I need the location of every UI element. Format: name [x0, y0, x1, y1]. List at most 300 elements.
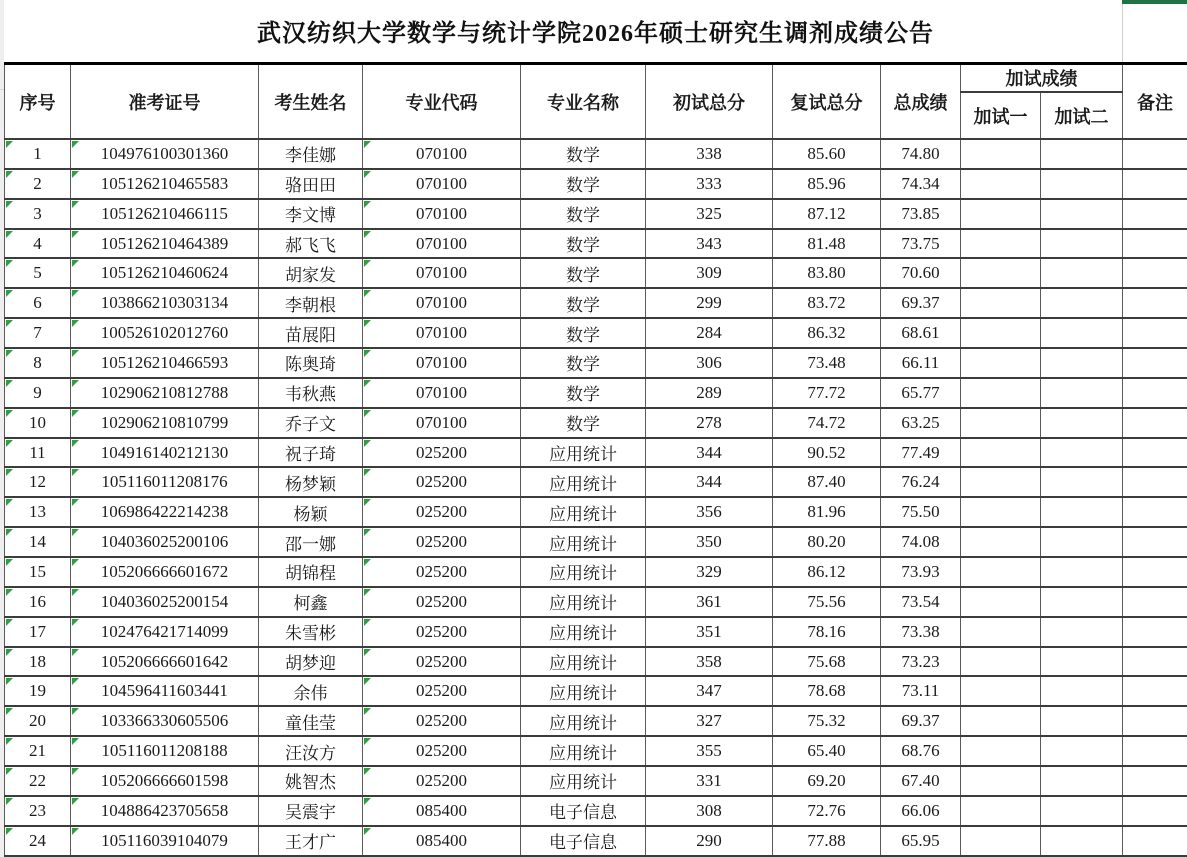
cell-major-name[interactable]: 数学	[521, 229, 646, 259]
cell-name[interactable]: 杨颖	[259, 497, 363, 527]
cell-extra2[interactable]	[1041, 617, 1123, 647]
cell-overall[interactable]: 70.60	[881, 258, 961, 288]
cell-serial[interactable]: 8	[5, 348, 71, 378]
cell-initial-total[interactable]: 338	[646, 139, 773, 169]
cell-name[interactable]: 韦秋燕	[259, 378, 363, 408]
cell-serial[interactable]: 15	[5, 557, 71, 587]
cell-serial[interactable]: 13	[5, 497, 71, 527]
cell-overall[interactable]: 69.37	[881, 288, 961, 318]
cell-initial-total[interactable]: 351	[646, 617, 773, 647]
cell-serial[interactable]: 18	[5, 647, 71, 677]
cell-ticket[interactable]: 100526102012760	[71, 318, 259, 348]
cell-ticket[interactable]: 105126210466593	[71, 348, 259, 378]
cell-serial[interactable]: 2	[5, 169, 71, 199]
cell-ticket[interactable]: 105206666601642	[71, 647, 259, 677]
header-overall[interactable]: 总成绩	[881, 64, 961, 140]
table-row	[5, 438, 1187, 468]
cell-extra1[interactable]	[961, 199, 1041, 229]
cell-initial-total[interactable]: 289	[646, 378, 773, 408]
cell-extra1[interactable]	[961, 796, 1041, 826]
cell-extra2[interactable]	[1041, 736, 1123, 766]
table-row	[5, 139, 1187, 169]
cell-major-name[interactable]: 应用统计	[521, 617, 646, 647]
cell-extra2[interactable]	[1041, 826, 1123, 856]
cell-major-code[interactable]: 025200	[363, 527, 521, 557]
cell-major-name[interactable]: 应用统计	[521, 676, 646, 706]
cell-initial-total[interactable]: 358	[646, 647, 773, 677]
cell-remark[interactable]	[1123, 706, 1187, 736]
table-row	[5, 497, 1187, 527]
cell-extra2[interactable]	[1041, 796, 1123, 826]
cell-extra1[interactable]	[961, 736, 1041, 766]
cell-overall[interactable]: 73.11	[881, 676, 961, 706]
cell-initial-total[interactable]: 350	[646, 527, 773, 557]
cell-overall[interactable]: 68.76	[881, 736, 961, 766]
cell-major-name[interactable]: 数学	[521, 199, 646, 229]
cell-name[interactable]: 柯鑫	[259, 587, 363, 617]
cell-extra1[interactable]	[961, 647, 1041, 677]
cell-extra1[interactable]	[961, 766, 1041, 796]
cell-retest-total[interactable]: 75.56	[773, 587, 881, 617]
cell-initial-total[interactable]: 309	[646, 258, 773, 288]
cell-extra2[interactable]	[1041, 199, 1123, 229]
table-row	[5, 229, 1187, 259]
cell-major-code[interactable]: 025200	[363, 557, 521, 587]
cell-retest-total[interactable]: 77.88	[773, 826, 881, 856]
table-header	[5, 64, 1187, 140]
cell-remark[interactable]	[1123, 587, 1187, 617]
cell-extra2[interactable]	[1041, 169, 1123, 199]
table-row	[5, 467, 1187, 497]
cell-name[interactable]: 胡家发	[259, 258, 363, 288]
cell-major-name[interactable]: 应用统计	[521, 647, 646, 677]
cell-major-code[interactable]: 085400	[363, 796, 521, 826]
table-row	[5, 826, 1187, 856]
cell-initial-total[interactable]: 343	[646, 229, 773, 259]
cell-ticket[interactable]: 105116011208188	[71, 736, 259, 766]
cell-major-code[interactable]: 070100	[363, 229, 521, 259]
cell-serial[interactable]: 19	[5, 676, 71, 706]
cell-major-name[interactable]: 应用统计	[521, 467, 646, 497]
cell-ticket[interactable]: 105116011208176	[71, 467, 259, 497]
cell-major-code[interactable]: 070100	[363, 258, 521, 288]
cell-initial-total[interactable]: 290	[646, 826, 773, 856]
cell-extra2[interactable]	[1041, 408, 1123, 438]
cell-remark[interactable]	[1123, 378, 1187, 408]
cell-overall[interactable]: 77.49	[881, 438, 961, 468]
cell-major-code[interactable]: 025200	[363, 736, 521, 766]
cell-retest-total[interactable]: 77.72	[773, 378, 881, 408]
cell-initial-total[interactable]: 308	[646, 796, 773, 826]
table-row	[5, 557, 1187, 587]
cell-ticket[interactable]: 104036025200106	[71, 527, 259, 557]
cell-name[interactable]: 邵一娜	[259, 527, 363, 557]
cell-retest-total[interactable]: 90.52	[773, 438, 881, 468]
cell-remark[interactable]	[1123, 676, 1187, 706]
cell-ticket[interactable]: 103366330605506	[71, 706, 259, 736]
cell-overall[interactable]: 73.38	[881, 617, 961, 647]
cell-initial-total[interactable]: 299	[646, 288, 773, 318]
cell-overall[interactable]: 65.77	[881, 378, 961, 408]
cell-overall[interactable]: 73.54	[881, 587, 961, 617]
cell-retest-total[interactable]: 69.20	[773, 766, 881, 796]
score-table	[4, 62, 1187, 857]
cell-name[interactable]: 童佳莹	[259, 706, 363, 736]
cell-name[interactable]: 王才广	[259, 826, 363, 856]
cell-retest-total[interactable]: 72.76	[773, 796, 881, 826]
cell-name[interactable]: 李佳娜	[259, 139, 363, 169]
table-row	[5, 318, 1187, 348]
cell-major-code[interactable]: 070100	[363, 318, 521, 348]
cell-overall[interactable]: 76.24	[881, 467, 961, 497]
cell-initial-total[interactable]: 327	[646, 706, 773, 736]
cell-extra2[interactable]	[1041, 139, 1123, 169]
cell-major-name[interactable]: 数学	[521, 348, 646, 378]
cell-initial-total[interactable]: 284	[646, 318, 773, 348]
cell-serial[interactable]: 7	[5, 318, 71, 348]
cell-retest-total[interactable]: 86.12	[773, 557, 881, 587]
cell-retest-total[interactable]: 78.68	[773, 676, 881, 706]
cell-remark[interactable]	[1123, 766, 1187, 796]
cell-initial-total[interactable]: 344	[646, 467, 773, 497]
cell-major-code[interactable]: 070100	[363, 378, 521, 408]
cell-major-code[interactable]: 025200	[363, 647, 521, 677]
cell-name[interactable]: 乔子文	[259, 408, 363, 438]
cell-retest-total[interactable]: 65.40	[773, 736, 881, 766]
header-ticket[interactable]: 准考证号	[71, 64, 259, 140]
cell-major-name[interactable]: 数学	[521, 378, 646, 408]
table-row	[5, 617, 1187, 647]
cell-extra1[interactable]	[961, 617, 1041, 647]
cell-major-code[interactable]: 085400	[363, 826, 521, 856]
cell-major-name[interactable]: 数学	[521, 318, 646, 348]
cell-serial[interactable]: 11	[5, 438, 71, 468]
cell-overall[interactable]: 68.61	[881, 318, 961, 348]
cell-serial[interactable]: 14	[5, 527, 71, 557]
cell-extra1[interactable]	[961, 258, 1041, 288]
cell-retest-total[interactable]: 87.40	[773, 467, 881, 497]
cell-overall[interactable]: 73.85	[881, 199, 961, 229]
cell-overall[interactable]: 67.40	[881, 766, 961, 796]
cell-ticket[interactable]: 105126210464389	[71, 229, 259, 259]
cell-extra1[interactable]	[961, 826, 1041, 856]
cell-overall[interactable]: 73.75	[881, 229, 961, 259]
cell-extra1[interactable]	[961, 169, 1041, 199]
cell-ticket[interactable]: 106986422214238	[71, 497, 259, 527]
cell-name[interactable]: 李文博	[259, 199, 363, 229]
cell-initial-total[interactable]: 347	[646, 676, 773, 706]
header-serial[interactable]: 序号	[5, 64, 71, 140]
cell-ticket[interactable]: 105206666601672	[71, 557, 259, 587]
cell-extra1[interactable]	[961, 408, 1041, 438]
cell-name[interactable]: 苗展阳	[259, 318, 363, 348]
cell-remark[interactable]	[1123, 826, 1187, 856]
cell-serial[interactable]: 10	[5, 408, 71, 438]
cell-name[interactable]: 郝飞飞	[259, 229, 363, 259]
sheet-gridline	[1122, 0, 1123, 62]
cell-major-name[interactable]: 应用统计	[521, 766, 646, 796]
cell-initial-total[interactable]: 329	[646, 557, 773, 587]
cell-extra1[interactable]	[961, 438, 1041, 468]
header-retest-total[interactable]: 复试总分	[773, 64, 881, 140]
cell-remark[interactable]	[1123, 318, 1187, 348]
cell-initial-total[interactable]: 333	[646, 169, 773, 199]
selection-edge-bar	[1122, 0, 1187, 4]
cell-remark[interactable]	[1123, 199, 1187, 229]
header-major-name[interactable]: 专业名称	[521, 64, 646, 140]
cell-major-name[interactable]: 数学	[521, 139, 646, 169]
cell-major-code[interactable]: 025200	[363, 497, 521, 527]
cell-extra2[interactable]	[1041, 647, 1123, 677]
cell-major-code[interactable]: 070100	[363, 139, 521, 169]
cell-overall[interactable]: 74.34	[881, 169, 961, 199]
table-row	[5, 706, 1187, 736]
cell-extra2[interactable]	[1041, 378, 1123, 408]
cell-ticket[interactable]: 104976100301360	[71, 139, 259, 169]
cell-serial[interactable]: 20	[5, 706, 71, 736]
cell-remark[interactable]	[1123, 348, 1187, 378]
cell-name[interactable]: 吴震宇	[259, 796, 363, 826]
cell-ticket[interactable]: 105126210466115	[71, 199, 259, 229]
cell-overall[interactable]: 69.37	[881, 706, 961, 736]
cell-major-code[interactable]: 025200	[363, 617, 521, 647]
cell-major-code[interactable]: 025200	[363, 467, 521, 497]
cell-retest-total[interactable]: 74.72	[773, 408, 881, 438]
header-initial-total[interactable]: 初试总分	[646, 64, 773, 140]
header-remark[interactable]: 备注	[1123, 64, 1187, 140]
cell-remark[interactable]	[1123, 258, 1187, 288]
cell-extra2[interactable]	[1041, 258, 1123, 288]
cell-ticket[interactable]: 105116039104079	[71, 826, 259, 856]
cell-major-name[interactable]: 应用统计	[521, 557, 646, 587]
cell-major-code[interactable]: 025200	[363, 766, 521, 796]
cell-extra1[interactable]	[961, 497, 1041, 527]
cell-retest-total[interactable]: 75.68	[773, 647, 881, 677]
cell-ticket[interactable]: 105126210460624	[71, 258, 259, 288]
cell-retest-total[interactable]: 83.80	[773, 258, 881, 288]
cell-name[interactable]: 汪汝方	[259, 736, 363, 766]
cell-remark[interactable]	[1123, 647, 1187, 677]
cell-initial-total[interactable]: 356	[646, 497, 773, 527]
cell-major-name[interactable]: 应用统计	[521, 587, 646, 617]
cell-initial-total[interactable]: 361	[646, 587, 773, 617]
cell-extra1[interactable]	[961, 587, 1041, 617]
cell-initial-total[interactable]: 306	[646, 348, 773, 378]
cell-retest-total[interactable]: 87.12	[773, 199, 881, 229]
cell-major-name[interactable]: 应用统计	[521, 706, 646, 736]
cell-extra1[interactable]	[961, 229, 1041, 259]
cell-retest-total[interactable]: 78.16	[773, 617, 881, 647]
cell-ticket[interactable]: 104916140212130	[71, 438, 259, 468]
cell-major-code[interactable]: 070100	[363, 199, 521, 229]
cell-ticket[interactable]: 105126210465583	[71, 169, 259, 199]
header-extra1[interactable]: 加试一	[961, 92, 1041, 139]
cell-extra1[interactable]	[961, 557, 1041, 587]
cell-retest-total[interactable]: 81.96	[773, 497, 881, 527]
cell-serial[interactable]: 9	[5, 378, 71, 408]
cell-major-code[interactable]: 025200	[363, 706, 521, 736]
cell-major-name[interactable]: 电子信息	[521, 796, 646, 826]
cell-major-name[interactable]: 数学	[521, 258, 646, 288]
cell-ticket[interactable]: 104036025200154	[71, 587, 259, 617]
header-extra2[interactable]: 加试二	[1041, 92, 1123, 139]
cell-extra1[interactable]	[961, 676, 1041, 706]
cell-overall[interactable]: 66.06	[881, 796, 961, 826]
cell-remark[interactable]	[1123, 736, 1187, 766]
cell-initial-total[interactable]: 355	[646, 736, 773, 766]
cell-ticket[interactable]: 104886423705658	[71, 796, 259, 826]
cell-retest-total[interactable]: 85.96	[773, 169, 881, 199]
cell-extra2[interactable]	[1041, 348, 1123, 378]
cell-retest-total[interactable]: 80.20	[773, 527, 881, 557]
cell-major-code[interactable]: 025200	[363, 587, 521, 617]
cell-overall[interactable]: 74.08	[881, 527, 961, 557]
cell-remark[interactable]	[1123, 557, 1187, 587]
cell-overall[interactable]: 63.25	[881, 408, 961, 438]
table-row	[5, 169, 1187, 199]
cell-ticket[interactable]: 102906210810799	[71, 408, 259, 438]
cell-extra2[interactable]	[1041, 318, 1123, 348]
cell-remark[interactable]	[1123, 617, 1187, 647]
cell-major-name[interactable]: 应用统计	[521, 736, 646, 766]
cell-major-code[interactable]: 070100	[363, 288, 521, 318]
cell-retest-total[interactable]: 75.32	[773, 706, 881, 736]
cell-serial[interactable]: 22	[5, 766, 71, 796]
cell-overall[interactable]: 75.50	[881, 497, 961, 527]
cell-retest-total[interactable]: 73.48	[773, 348, 881, 378]
cell-remark[interactable]	[1123, 229, 1187, 259]
cell-name[interactable]: 姚智杰	[259, 766, 363, 796]
cell-ticket[interactable]: 105206666601598	[71, 766, 259, 796]
cell-serial[interactable]: 6	[5, 288, 71, 318]
table-row	[5, 796, 1187, 826]
page-title: 武汉纺织大学数学与统计学院2026年硕士研究生调剂成绩公告	[257, 20, 934, 47]
cell-extra2[interactable]	[1041, 766, 1123, 796]
cell-name[interactable]: 李朝根	[259, 288, 363, 318]
cell-overall[interactable]: 74.80	[881, 139, 961, 169]
header-extra-group[interactable]: 加试成绩	[961, 64, 1123, 93]
cell-extra1[interactable]	[961, 378, 1041, 408]
cell-overall[interactable]: 65.95	[881, 826, 961, 856]
cell-serial[interactable]: 1	[5, 139, 71, 169]
cell-retest-total[interactable]: 85.60	[773, 139, 881, 169]
cell-major-name[interactable]: 应用统计	[521, 438, 646, 468]
header-major-code[interactable]: 专业代码	[363, 64, 521, 140]
cell-remark[interactable]	[1123, 527, 1187, 557]
cell-remark[interactable]	[1123, 438, 1187, 468]
cell-serial[interactable]: 4	[5, 229, 71, 259]
cell-name[interactable]: 杨梦颖	[259, 467, 363, 497]
cell-serial[interactable]: 12	[5, 467, 71, 497]
cell-name[interactable]: 骆田田	[259, 169, 363, 199]
cell-major-name[interactable]: 电子信息	[521, 826, 646, 856]
cell-overall[interactable]: 73.23	[881, 647, 961, 677]
cell-major-code[interactable]: 070100	[363, 169, 521, 199]
cell-major-name[interactable]: 数学	[521, 408, 646, 438]
table-row	[5, 199, 1187, 229]
cell-extra2[interactable]	[1041, 557, 1123, 587]
cell-initial-total[interactable]: 278	[646, 408, 773, 438]
cell-name[interactable]: 陈奥琦	[259, 348, 363, 378]
cell-ticket[interactable]: 103866210303134	[71, 288, 259, 318]
cell-extra2[interactable]	[1041, 527, 1123, 557]
cell-serial[interactable]: 21	[5, 736, 71, 766]
cell-remark[interactable]	[1123, 408, 1187, 438]
cell-remark[interactable]	[1123, 139, 1187, 169]
cell-extra2[interactable]	[1041, 229, 1123, 259]
cell-extra1[interactable]	[961, 348, 1041, 378]
cell-extra2[interactable]	[1041, 497, 1123, 527]
cell-extra2[interactable]	[1041, 288, 1123, 318]
cell-name[interactable]: 余伟	[259, 676, 363, 706]
cell-extra1[interactable]	[961, 706, 1041, 736]
cell-serial[interactable]: 3	[5, 199, 71, 229]
cell-major-name[interactable]: 数学	[521, 169, 646, 199]
cell-name[interactable]: 祝子琦	[259, 438, 363, 468]
cell-major-code[interactable]: 070100	[363, 408, 521, 438]
cell-retest-total[interactable]: 83.72	[773, 288, 881, 318]
cell-initial-total[interactable]: 344	[646, 438, 773, 468]
cell-ticket[interactable]: 102476421714099	[71, 617, 259, 647]
table-row	[5, 408, 1187, 438]
cell-retest-total[interactable]: 81.48	[773, 229, 881, 259]
cell-major-code[interactable]: 025200	[363, 676, 521, 706]
table-row	[5, 736, 1187, 766]
cell-extra1[interactable]	[961, 527, 1041, 557]
cell-overall[interactable]: 73.93	[881, 557, 961, 587]
cell-name[interactable]: 胡梦迎	[259, 647, 363, 677]
cell-remark[interactable]	[1123, 497, 1187, 527]
cell-serial[interactable]: 5	[5, 258, 71, 288]
cell-name[interactable]: 朱雪彬	[259, 617, 363, 647]
table-row	[5, 647, 1187, 677]
cell-major-name[interactable]: 应用统计	[521, 497, 646, 527]
cell-extra1[interactable]	[961, 139, 1041, 169]
cell-initial-total[interactable]: 331	[646, 766, 773, 796]
cell-remark[interactable]	[1123, 169, 1187, 199]
cell-overall[interactable]: 66.11	[881, 348, 961, 378]
cell-serial[interactable]: 24	[5, 826, 71, 856]
cell-extra2[interactable]	[1041, 438, 1123, 468]
cell-extra1[interactable]	[961, 467, 1041, 497]
cell-serial[interactable]: 17	[5, 617, 71, 647]
cell-serial[interactable]: 23	[5, 796, 71, 826]
cell-serial[interactable]: 16	[5, 587, 71, 617]
cell-initial-total[interactable]: 325	[646, 199, 773, 229]
cell-name[interactable]: 胡锦程	[259, 557, 363, 587]
cell-major-name[interactable]: 应用统计	[521, 527, 646, 557]
cell-ticket[interactable]: 102906210812788	[71, 378, 259, 408]
cell-extra1[interactable]	[961, 288, 1041, 318]
cell-extra2[interactable]	[1041, 706, 1123, 736]
cell-remark[interactable]	[1123, 796, 1187, 826]
cell-extra2[interactable]	[1041, 587, 1123, 617]
cell-extra2[interactable]	[1041, 467, 1123, 497]
cell-extra1[interactable]	[961, 318, 1041, 348]
table-row	[5, 288, 1187, 318]
cell-major-code[interactable]: 070100	[363, 348, 521, 378]
cell-major-code[interactable]: 025200	[363, 438, 521, 468]
cell-major-name[interactable]: 数学	[521, 288, 646, 318]
table-row	[5, 258, 1187, 288]
cell-remark[interactable]	[1123, 288, 1187, 318]
table-row	[5, 348, 1187, 378]
header-name[interactable]: 考生姓名	[259, 64, 363, 140]
cell-extra2[interactable]	[1041, 676, 1123, 706]
cell-remark[interactable]	[1123, 467, 1187, 497]
cell-retest-total[interactable]: 86.32	[773, 318, 881, 348]
cell-ticket[interactable]: 104596411603441	[71, 676, 259, 706]
